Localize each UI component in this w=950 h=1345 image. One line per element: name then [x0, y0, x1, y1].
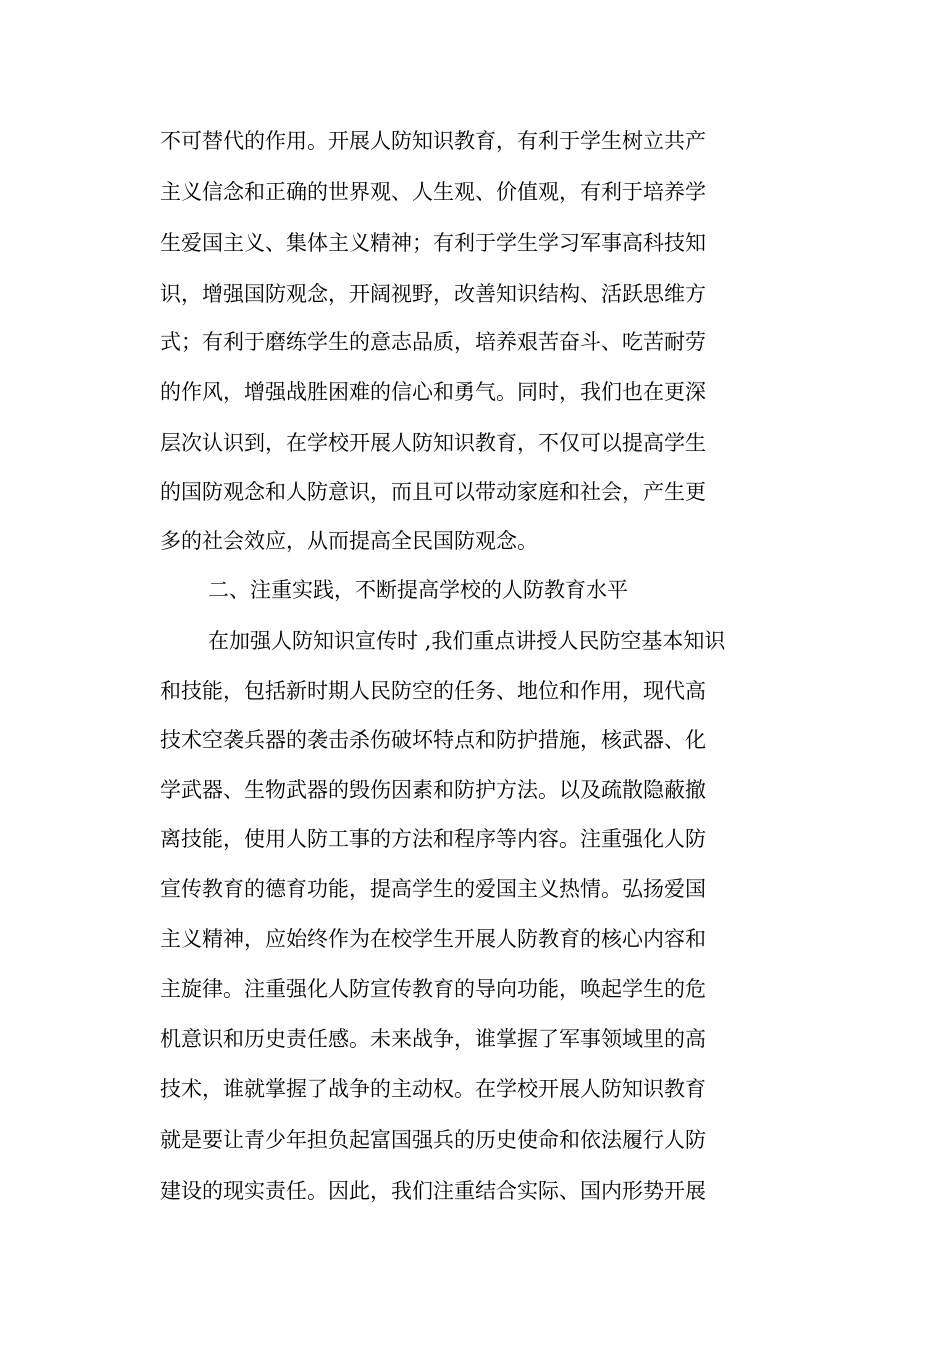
text-line-11: 在加强人防知识宣传时 ,我们重点讲授人民防空基本知识: [208, 629, 726, 653]
text-line-7: 层次认识到，在学校开展人防知识教育，不仅可以提高学生: [160, 431, 706, 455]
text-line-18: 主旋律。注重强化人防宣传教育的导向功能，唤起学生的危: [160, 977, 706, 1001]
text-line-3: 生爱国主义、集体主义精神；有利于学生学习军事高科技知: [160, 231, 706, 255]
text-line-8: 的国防观念和人防意识，而且可以带动家庭和社会，产生更: [160, 480, 706, 504]
text-line-15: 离技能，使用人防工事的方法和程序等内容。注重强化人防: [160, 827, 706, 851]
text-line-1: 不可替代的作用。开展人防知识教育，有利于学生树立共产: [160, 129, 706, 153]
text-line-12: 和技能，包括新时期人民防空的任务、地位和作用，现代高: [160, 679, 706, 703]
text-line-14: 学武器、生物武器的毁伤因素和防护方法。以及疏散隐蔽撤: [160, 778, 706, 802]
text-line-5: 式；有利于磨练学生的意志品质，培养艰苦奋斗、吃苦耐劳: [160, 330, 706, 354]
text-line-9: 多的社会效应，从而提高全民国防观念。: [160, 529, 538, 553]
text-line-6: 的作风，增强战胜困难的信心和勇气。同时，我们也在更深: [160, 380, 706, 404]
section-heading: 二、注重实践，不断提高学校的人防教育水平: [208, 578, 628, 602]
text-line-17: 主义精神，应始终作为在校学生开展人防教育的核心内容和: [160, 927, 706, 951]
text-line-16: 宣传教育的德育功能，提高学生的爱国主义热情。弘扬爱国: [160, 877, 706, 901]
text-line-21: 就是要让青少年担负起富国强兵的历史使命和依法履行人防: [160, 1128, 706, 1152]
text-line-13: 技术空袭兵器的袭击杀伤破坏特点和防护措施，核武器、化: [160, 728, 706, 752]
text-line-20: 技术，谁就掌握了战争的主动权。在学校开展人防知识教育: [160, 1077, 706, 1101]
text-line-2: 主义信念和正确的世界观、人生观、价值观，有利于培养学: [160, 180, 706, 204]
text-line-19: 机意识和历史责任感。未来战争，谁掌握了军事领域里的高: [160, 1027, 706, 1051]
text-line-22: 建设的现实责任。因此，我们注重结合实际、国内形势开展: [160, 1179, 706, 1203]
text-line-4: 识，增强国防观念，开阔视野，改善知识结构、活跃思维方: [160, 282, 706, 306]
